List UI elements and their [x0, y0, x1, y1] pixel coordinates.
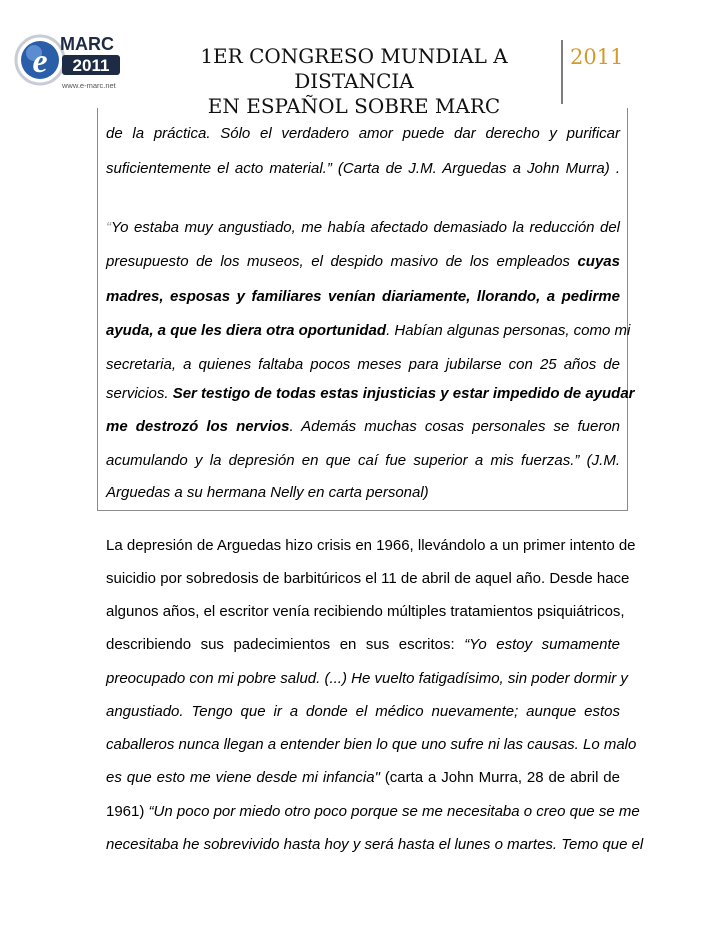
quote-line: me destrozó los nervios. Además muchas cosas personales se fueron	[106, 418, 621, 435]
quote-line: madres, esposas y familiares venían diariamente, llorando, a pedirme	[106, 288, 620, 305]
logo-url: www.e-marc.net	[62, 81, 116, 90]
header-divider	[561, 40, 563, 104]
body-line: necesitaba he sobrevivido hasta hoy y será hasta el lunes o martes. Temo que el	[106, 836, 644, 853]
svg-text:e: e	[32, 43, 48, 80]
body-line: describiendo sus padecimientos en sus escritos: “Yo estoy sumamente	[106, 636, 620, 653]
quote-line: secretaria, a quienes faltaba pocos meses para jubilarse con 25 años de	[106, 356, 620, 373]
body-line: caballeros nunca llegan a entender bien lo que uno sufre ni las causas. Lo malo	[106, 736, 637, 753]
header-year: 2011	[570, 45, 624, 69]
body-line: algunos años, el escritor venía recibiendo múltiples tratamientos psiquiátricos,	[106, 603, 625, 620]
emarc-logo	[12, 20, 127, 100]
quote-line: presupuesto de los museos, el despido masivo de los empleados cuyas	[106, 253, 620, 270]
quote-line: servicios. Ser testigo de todas estas injusticias y estar impedido de ayudar	[106, 385, 635, 402]
body-line: angustiado. Tengo que ir a donde el médico nuevamente; aunque estos	[106, 703, 620, 720]
body-line: es que esto me viene desde mi infancia" (carta a John Murra, 28 de abril de	[106, 769, 620, 786]
body-line: La depresión de Arguedas hizo crisis en 1966, llevándolo a un primer intento de	[106, 537, 636, 554]
logo-text-marc: MARC	[60, 34, 114, 54]
quote-line: “Yo estaba muy angustiado, me había afectado demasiado la reducción del	[106, 219, 620, 236]
logo-text-year: 2011	[72, 56, 110, 75]
body-line: preocupado con mi pobre salud. (...) He vuelto fatigadísimo, sin poder dormir y	[106, 670, 628, 687]
quote-line: suficientemente el acto material.” (Carta de J.M. Arguedas a John Murra) .	[106, 160, 620, 177]
body-line: 1961) “Un poco por miedo otro poco porque se me necesitaba o creo que se me	[106, 803, 640, 820]
quote-line: ayuda, a que les diera otra oportunidad. Habían algunas personas, como mi	[106, 322, 631, 339]
title-line-1: 1ER CONGRESO MUNDIAL A DISTANCIA	[200, 44, 508, 93]
quote-line: acumulando y la depresión en que caí fue superior a mis fuerzas.” (J.M.	[106, 452, 620, 469]
quote-line: Arguedas a su hermana Nelly en carta personal)	[106, 484, 429, 501]
title-line-2: EN ESPAÑOL SOBRE MARC	[207, 94, 501, 118]
quote-line: de la práctica. Sólo el verdadero amor puede dar derecho y purificar	[106, 125, 620, 142]
body-line: suicidio por sobredosis de barbitúricos el 11 de abril de aquel año. Desde hace	[106, 570, 630, 587]
